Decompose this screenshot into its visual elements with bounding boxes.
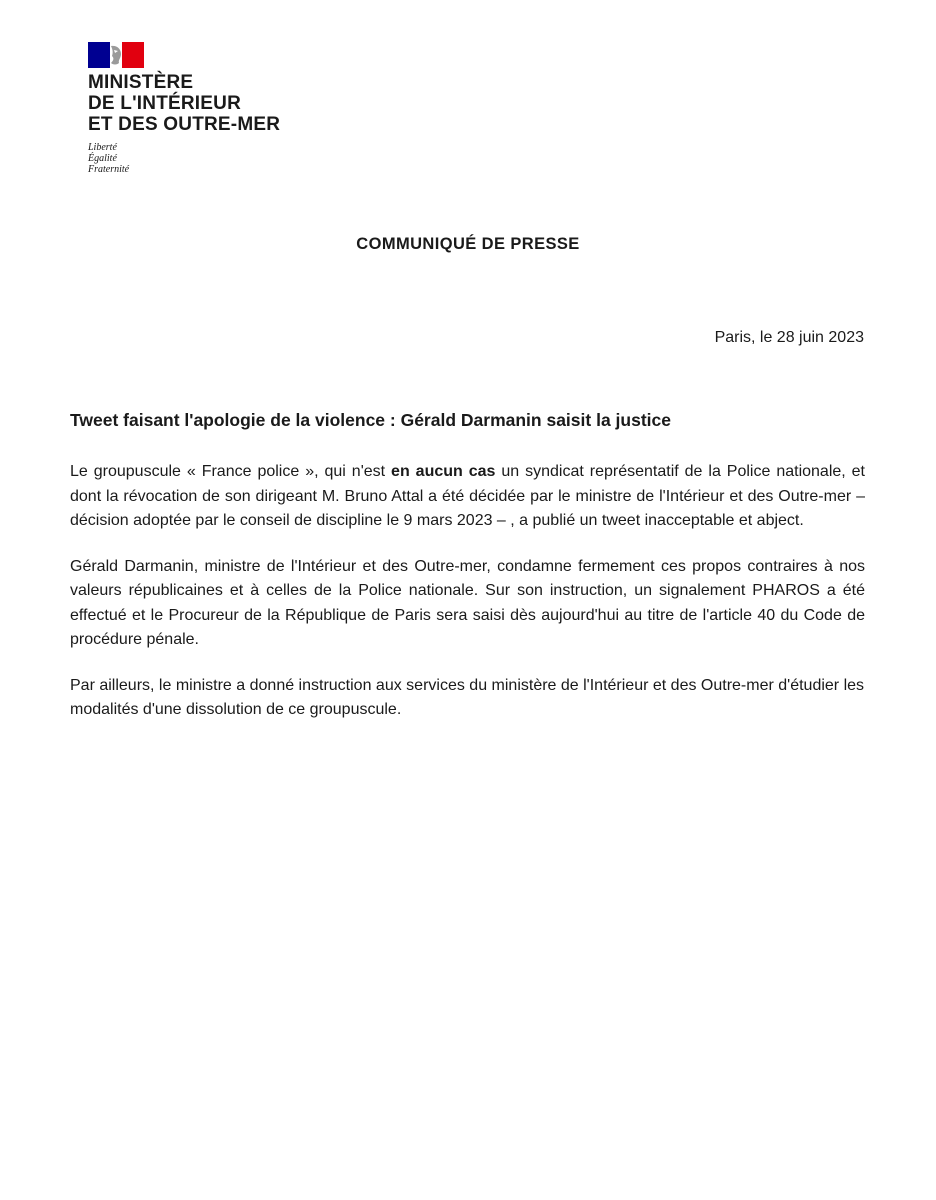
ministry-name-line: MINISTÈRE <box>88 72 194 93</box>
press-release-headline: Tweet faisant l'apologie de la violence : Gérald Darmanin saisit la justice <box>70 410 671 430</box>
ministry-name-line: ET DES OUTRE-MER <box>88 114 281 135</box>
motto-line: Égalité <box>88 153 117 164</box>
press-release-body <box>70 460 865 744</box>
motto-line: Fraternité <box>88 164 130 175</box>
motto-line: Liberté <box>88 142 117 153</box>
emphasis-text: en aucun cas <box>391 463 496 480</box>
ministry-name-line: DE L'INTÉRIEUR <box>88 93 241 114</box>
body-paragraph-3: Par ailleurs, le ministre a donné instruction aux services du ministère de l'Intérieur et des Outre-mer d'étudier les modalités d'une dissolution de ce groupuscule. <box>70 676 865 718</box>
document-kind: COMMUNIQUÉ DE PRESSE <box>356 235 580 253</box>
body-paragraph-1 <box>70 460 865 534</box>
ministry-logo <box>88 42 280 175</box>
marianne-emblem-icon <box>88 42 144 68</box>
ministry-name <box>88 72 280 135</box>
republic-motto <box>88 142 280 175</box>
paragraph-text: Le groupuscule « France police », qui n'est <box>70 463 392 480</box>
body-paragraph-2: Gérald Darmanin, ministre de l'Intérieur et des Outre-mer, condamne fermement ces propos contraires à nos valeurs républicaines et à celles de la Police nationale. Sur son instruction, un signalement PHAROS a été effectué et le Procureur de la République de Paris sera saisi dès aujourd'hui au titre de l'article 40 du Code de procédure pénale. <box>70 557 865 648</box>
place-date: Paris, le 28 juin 2023 <box>714 329 864 346</box>
paragraph-text: un syndicat représentatif de la Police nationale, et dont la révocation de son dirigeant M. Bruno Attal a été décidée par le ministre de l'Intérieur et des Outre-mer – décision adoptée par le conseil de discipline le 9 mars 2023 – , a publié un tweet inacceptable et abject. <box>70 463 866 529</box>
